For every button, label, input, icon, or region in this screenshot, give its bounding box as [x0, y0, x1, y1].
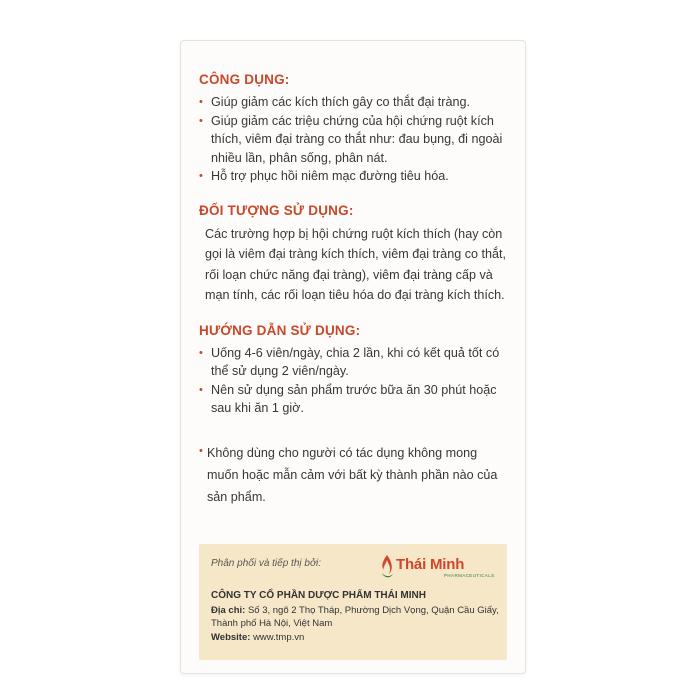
address-label: Địa chỉ:	[211, 605, 246, 616]
warning-note	[199, 442, 509, 508]
section-cong-dung	[199, 71, 509, 186]
bullet-icon: •	[199, 170, 203, 182]
list-item-text: Uống 4-6 viên/ngày, chia 2 lần, khi có kết quả tốt có thể sử dụng 2 viên/ngày.	[211, 345, 500, 378]
section-paragraph: Các trường hợp bị hội chứng ruột kích thích (hay còn gọi là viêm đại tràng kích thích, viêm đại tràng co thắt, rối loạn chức năng đại tràng), viêm đại tràng cấp và mạn tính, các rối loạn tiêu hóa do đại tràng kích thích.	[205, 226, 507, 302]
list-item-text: Giúp giảm các kích thích gây co thắt đại tràng.	[211, 95, 471, 109]
list-item-text: Nên sử dụng sản phẩm trước bữa ăn 30 phút hoặc sau khi ăn 1 giờ.	[211, 382, 497, 415]
company-website	[211, 632, 304, 643]
distributor-box	[199, 544, 507, 660]
section-doi-tuong	[199, 202, 509, 306]
logo-name: Thái Minh	[396, 556, 465, 573]
flame-icon	[378, 554, 396, 580]
list-item-text: Giúp giảm các triệu chứng của hội chứng ruột kích thích, viêm đại tràng co thắt như: đau bụng, đi ngoài nhiều lần, phân sống, phân nát.	[211, 113, 503, 165]
section-heading: HƯỚNG DẪN SỬ DỤNG:	[199, 322, 361, 338]
list-item	[199, 344, 509, 381]
company-address	[211, 604, 501, 630]
list-item	[199, 381, 509, 418]
bullet-icon: •	[199, 444, 203, 457]
leaflet-content	[199, 71, 509, 508]
company-name: CÔNG TY CỔ PHẦN DƯỢC PHẨM THÁI MINH	[211, 590, 426, 601]
address-text: Số 3, ngõ 2 Thọ Tháp, Phường Dịch Vọng, Quận Cầu Giấy, Thành phố Hà Nội, Việt Nam	[211, 605, 499, 629]
list-item-text: Hỗ trợ phục hồi niêm mạc đường tiêu hóa.	[211, 169, 449, 183]
bullet-icon: •	[199, 383, 203, 396]
thai-minh-logo	[378, 552, 496, 582]
logo-subtitle: PHARMACEUTICALS	[444, 573, 495, 578]
website-link[interactable]: www.tmp.vn	[253, 632, 305, 643]
website-label: Website:	[211, 632, 251, 643]
list-item	[199, 112, 509, 168]
section-heading: CÔNG DỤNG:	[199, 72, 290, 87]
section-heading: ĐỐI TƯỢNG SỬ DỤNG:	[199, 202, 354, 218]
bullet-icon: •	[199, 346, 203, 359]
bullet-icon: •	[199, 96, 203, 108]
list-item	[199, 167, 509, 186]
distributor-label: Phân phối và tiếp thị bởi:	[211, 558, 322, 569]
list-item	[199, 93, 509, 112]
bullet-icon: •	[199, 114, 203, 127]
section-huong-dan	[199, 322, 509, 418]
warning-note-text: Không dùng cho người có tác dụng không mong muốn hoặc mẫn cảm với bất kỳ thành phần nào của sản phẩm.	[207, 445, 498, 504]
product-leaflet-card	[180, 40, 526, 674]
